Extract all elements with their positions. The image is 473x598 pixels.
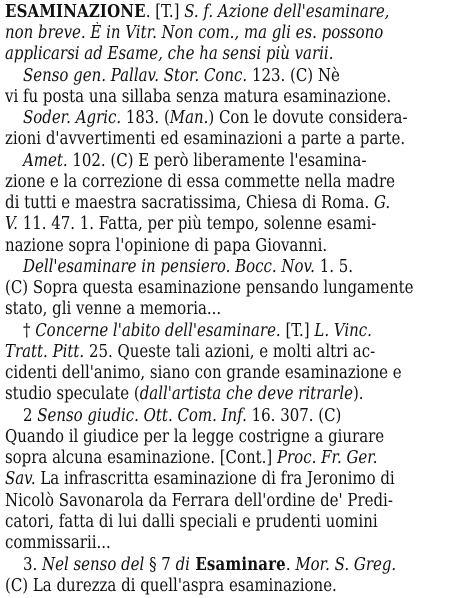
entry-text: studio speculate ( — [5, 384, 140, 404]
citation-text: G. — [373, 193, 391, 213]
entry-line — [23, 151, 367, 172]
entry-line — [5, 236, 327, 257]
entry-text: Nicolò Savonarola da Ferrara dell'ordine de' Predi- — [5, 491, 393, 511]
entry-text: 183. ( — [121, 108, 170, 128]
entry-line — [23, 257, 353, 278]
entry-line — [23, 555, 396, 576]
entry-line — [5, 129, 405, 150]
entry-line — [23, 66, 340, 87]
citation-text: Sav. — [5, 469, 36, 489]
dictionary-entry — [5, 2, 469, 596]
entry-line — [5, 363, 402, 384]
entry-line — [5, 44, 333, 65]
entry-line — [5, 448, 378, 469]
entry-text: sopra alcuna esaminazione. [Cont.] — [5, 448, 277, 468]
entry-text: 123. (C) Nè — [247, 66, 340, 86]
entry-text: 25. Queste tali azioni, e molti altri ac- — [84, 342, 376, 362]
entry-text: vi fu posta una sillaba senza matura esaminazione. — [5, 87, 392, 107]
entry-line — [23, 108, 408, 129]
citation-text: V. — [5, 214, 18, 234]
entry-text: 11. 47. 1. Fatta, per più tempo, solenne esami- — [17, 214, 377, 234]
entry-text: nazione sopra l'opinione di papa Giovanni. — [5, 236, 328, 256]
entry-text: 16. 307. (C) — [246, 406, 342, 426]
entry-line — [5, 533, 111, 554]
entry-text: di tutti e maestra sacratissima, Chiesa di Roma. — [5, 193, 374, 213]
citation-text: Senso giudic. Ott. Com. Inf. — [37, 406, 247, 426]
citation-text: Proc. Fr. Ger. — [276, 448, 378, 468]
citation-text: dall'artista che deve ritrarle — [139, 384, 353, 404]
entry-line — [23, 406, 341, 427]
entry-text: † — [23, 321, 36, 341]
citation-text: Soder. Agric. — [23, 108, 122, 128]
entry-line — [5, 384, 364, 405]
entry-line — [5, 2, 389, 23]
citation-text: Dell'esaminare in pensiero. Bocc. Nov. — [23, 257, 315, 277]
entry-line — [5, 491, 393, 512]
entry-text: (C) La durezza di quell'aspra esaminazione. — [5, 576, 337, 596]
entry-line — [5, 469, 395, 490]
citation-text: applicarsi ad Esame, che ha sensi più varii. — [5, 44, 334, 64]
cross-reference-term: Esaminare — [189, 555, 286, 575]
entry-text: 2 — [23, 406, 38, 426]
entry-text: . — [285, 555, 296, 575]
citation-text: Concerne l'abito dell'esaminare. — [35, 321, 281, 341]
entry-line — [5, 427, 384, 448]
entry-line — [5, 23, 383, 44]
entry-text: La infrascritta esaminazione di fra Jeronimo di — [35, 469, 395, 489]
entry-text: zioni d'avvertimenti ed esaminazioni a parte a parte. — [5, 129, 406, 149]
entry-line — [5, 342, 375, 363]
entry-text: 3. — [23, 555, 43, 575]
entry-text: . [T.] — [145, 2, 185, 22]
entry-text: 1. 5. — [314, 257, 353, 277]
entry-text: cidenti dell'animo, siano con grande esaminazione e — [5, 363, 402, 383]
entry-line — [23, 321, 372, 342]
citation-text: S. f. Azione dell'esaminare, — [184, 2, 390, 22]
entry-text: commissarii... — [5, 533, 111, 553]
entry-line — [5, 193, 390, 214]
entry-line — [5, 214, 376, 235]
entry-line — [5, 299, 221, 320]
entry-line — [5, 576, 337, 596]
entry-text: § 7 — [144, 555, 176, 575]
entry-text: ). — [352, 384, 364, 404]
citation-text: L. Vinc. — [314, 321, 372, 341]
entry-text: 102. (C) E però liberamente l'esamina- — [67, 151, 367, 171]
citation-text: Amet. — [23, 151, 68, 171]
entry-line — [5, 278, 413, 299]
citation-text: Mor. S. Greg. — [295, 555, 397, 575]
citation-text: di — [175, 555, 190, 575]
citation-text: Man. — [169, 108, 209, 128]
headword: ESAMINAZIONE — [5, 2, 146, 22]
entry-line — [5, 172, 395, 193]
entry-line — [5, 512, 378, 533]
citation-text: Tratt. Pitt. — [5, 342, 85, 362]
entry-text: ) Con le dovute considera- — [208, 108, 408, 128]
entry-text: (C) Sopra questa esaminazione pensando lungamente — [5, 278, 414, 298]
entry-text: zione e la correzione di essa commette nella madre — [5, 172, 395, 192]
citation-text: Senso gen. Pallav. Stor. Conc. — [23, 66, 248, 86]
entry-text: [T.] — [280, 321, 315, 341]
entry-text: catori, fatta di lui dalli speciali e prudenti uomini — [5, 512, 378, 532]
entry-text: Quando il giudice per la legge costrigne a giurare — [5, 427, 385, 447]
citation-text: non breve. È in Vitr. Non com., ma gli es. possono — [5, 23, 384, 43]
entry-line — [5, 87, 391, 108]
citation-text: Nel senso del — [42, 555, 145, 575]
entry-text: stato, gli venne a memoria... — [5, 299, 222, 319]
